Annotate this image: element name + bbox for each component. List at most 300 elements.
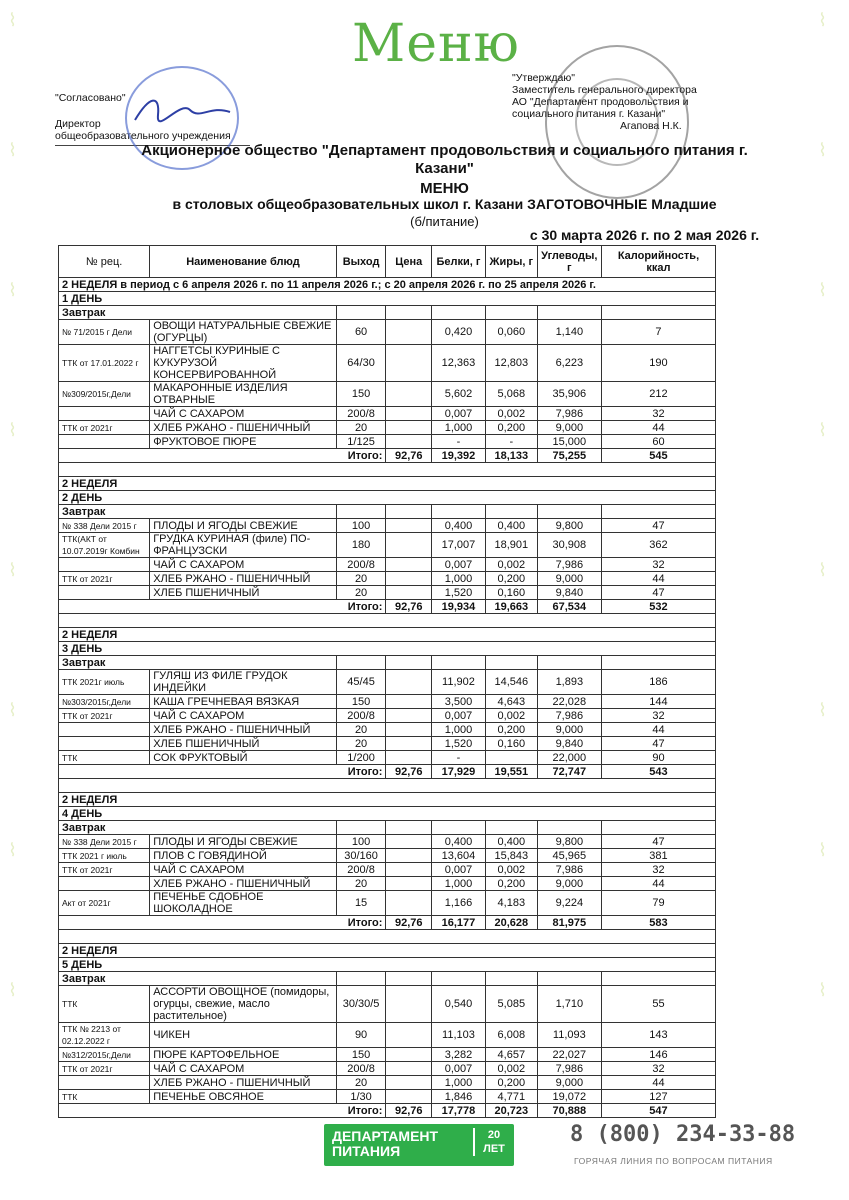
dish-row [59, 1023, 716, 1048]
hotline-caption: ГОРЯЧАЯ ЛИНИЯ ПО ВОПРОСАМ ПИТАНИЯ [574, 1156, 773, 1166]
dish-price [386, 877, 432, 891]
dish-carbs: 9,840 [537, 737, 601, 751]
dish-carbs: 30,908 [537, 533, 601, 558]
dish-carbs: 9,000 [537, 572, 601, 586]
header-name: Наименование блюд [150, 246, 337, 278]
dish-fat: 0,160 [485, 737, 537, 751]
signature-left [130, 90, 240, 130]
dish-yield: 20 [336, 572, 386, 586]
dish-price [386, 533, 432, 558]
dish-rec: ТТК 2021 г июль [59, 849, 150, 863]
dish-carbs: 7,986 [537, 558, 601, 572]
dish-row [59, 670, 716, 695]
week-label: 2 НЕДЕЛЯ [59, 793, 716, 807]
dish-protein: 0,007 [432, 558, 486, 572]
dish-price [386, 519, 432, 533]
week-row [59, 793, 716, 807]
dish-yield: 1/125 [336, 435, 386, 449]
dish-rec: ТТК [59, 986, 150, 1023]
dish-kcal: 60 [601, 435, 715, 449]
dish-price [386, 558, 432, 572]
dish-rec: ТТК 2021г июль [59, 670, 150, 695]
dish-name: ЧИКЕН [150, 1023, 337, 1048]
meal-empty-cell [485, 505, 537, 519]
dish-name: КАША ГРЕЧНЕВАЯ ВЯЗКАЯ [150, 695, 337, 709]
dish-rec: ТТК от 2021г [59, 709, 150, 723]
dish-fat: 0,400 [485, 835, 537, 849]
dish-price [386, 320, 432, 345]
meal-empty-cell [386, 656, 432, 670]
meal-label: Завтрак [59, 821, 337, 835]
day-row [59, 491, 716, 505]
header-fat: Жиры, г [485, 246, 537, 278]
dish-kcal: 44 [601, 421, 715, 435]
meal-row [59, 656, 716, 670]
dish-price [386, 723, 432, 737]
total-fat: 19,663 [485, 600, 537, 614]
dish-carbs: 22,000 [537, 751, 601, 765]
dish-kcal: 44 [601, 877, 715, 891]
meal-empty-cell [601, 821, 715, 835]
dish-protein: 0,007 [432, 863, 486, 877]
dish-name: ХЛЕБ РЖАНО - ПШЕНИЧНЫЙ [150, 723, 337, 737]
dish-rec: ТТК от 2021г [59, 1062, 150, 1076]
total-price: 92,76 [386, 1104, 432, 1118]
dish-kcal: 32 [601, 1062, 715, 1076]
meal-empty-cell [485, 972, 537, 986]
dish-name: ЧАЙ С САХАРОМ [150, 709, 337, 723]
dish-carbs: 35,906 [537, 382, 601, 407]
dish-name: МАКАРОННЫЕ ИЗДЕЛИЯ ОТВАРНЫЕ [150, 382, 337, 407]
dish-price [386, 586, 432, 600]
dish-name: ОВОЩИ НАТУРАЛЬНЫЕ СВЕЖИЕ (ОГУРЦЫ) [150, 320, 337, 345]
dish-fat: 0,002 [485, 709, 537, 723]
approved-left-line2: общеобразовательного учреждения [55, 130, 231, 142]
dish-protein: 0,007 [432, 407, 486, 421]
total-kcal: 532 [601, 600, 715, 614]
header-price: Цена [386, 246, 432, 278]
dish-name: ЧАЙ С САХАРОМ [150, 407, 337, 421]
dish-yield: 150 [336, 1048, 386, 1062]
table-header-row [59, 246, 716, 278]
total-protein: 17,778 [432, 1104, 486, 1118]
dish-rec: ТТК от 2021г [59, 421, 150, 435]
dish-rec [59, 723, 150, 737]
dish-rec [59, 1076, 150, 1090]
dish-fat [485, 751, 537, 765]
header-yield: Выход [336, 246, 386, 278]
total-row [59, 449, 716, 463]
total-carbs: 67,534 [537, 600, 601, 614]
dish-price [386, 421, 432, 435]
dish-yield: 180 [336, 533, 386, 558]
meal-empty-cell [537, 821, 601, 835]
dish-protein: 0,420 [432, 320, 486, 345]
dish-protein: 5,602 [432, 382, 486, 407]
dish-yield: 20 [336, 421, 386, 435]
hotline-phone: 8 (800) 234-33-88 [570, 1122, 796, 1147]
dish-row [59, 519, 716, 533]
total-fat: 20,628 [485, 916, 537, 930]
dish-kcal: 381 [601, 849, 715, 863]
day-label: 1 ДЕНЬ [59, 292, 716, 306]
dish-fat: 0,002 [485, 407, 537, 421]
meal-empty-cell [336, 505, 386, 519]
dish-row [59, 695, 716, 709]
dish-carbs: 22,028 [537, 695, 601, 709]
dish-name: ПЕЧЕНЬЕ СДОБНОЕ ШОКОЛАДНОЕ [150, 891, 337, 916]
dish-yield: 100 [336, 519, 386, 533]
title-line4: в столовых общеобразовательных школ г. Казани ЗАГОТОВОЧНЫЕ Младшие [172, 196, 717, 212]
title-line1: Акционерное общество "Департамент продовольствия и социального питания г. [141, 142, 748, 159]
dish-rec: ТТК от 2021г [59, 863, 150, 877]
dish-name: ХЛЕБ РЖАНО - ПШЕНИЧНЫЙ [150, 421, 337, 435]
dish-kcal: 7 [601, 320, 715, 345]
dish-rec [59, 407, 150, 421]
dish-carbs: 1,893 [537, 670, 601, 695]
dish-protein: 1,520 [432, 586, 486, 600]
dish-row [59, 723, 716, 737]
header-protein: Белки, г [432, 246, 486, 278]
dish-yield: 20 [336, 586, 386, 600]
dish-carbs: 9,000 [537, 421, 601, 435]
dish-price [386, 407, 432, 421]
meal-label: Завтрак [59, 505, 337, 519]
dish-price [386, 382, 432, 407]
dish-fat: 0,060 [485, 320, 537, 345]
dish-carbs: 9,800 [537, 835, 601, 849]
dish-fat: 0,400 [485, 519, 537, 533]
dish-protein: 0,540 [432, 986, 486, 1023]
dish-carbs: 45,965 [537, 849, 601, 863]
dish-price [386, 1076, 432, 1090]
dish-carbs: 6,223 [537, 345, 601, 382]
total-carbs: 75,255 [537, 449, 601, 463]
dish-rec: ТТК [59, 1090, 150, 1104]
approved-right-line2: Заместитель генерального директора [512, 84, 697, 96]
dish-yield: 20 [336, 877, 386, 891]
dish-kcal: 146 [601, 1048, 715, 1062]
week-row [59, 477, 716, 491]
meal-empty-cell [336, 306, 386, 320]
approved-right-line3: АО "Департамент продовольствия и [512, 96, 689, 108]
dish-fat: 14,546 [485, 670, 537, 695]
dish-fat: 0,002 [485, 558, 537, 572]
dish-price [386, 863, 432, 877]
dish-row [59, 382, 716, 407]
meal-empty-cell [386, 972, 432, 986]
meal-empty-cell [432, 306, 486, 320]
dish-carbs: 22,027 [537, 1048, 601, 1062]
total-row [59, 916, 716, 930]
week-row [59, 944, 716, 958]
week-label: 2 НЕДЕЛЯ [59, 628, 716, 642]
title-line5: (б/питание) [410, 214, 479, 229]
dish-yield: 150 [336, 382, 386, 407]
day-row [59, 292, 716, 306]
meal-empty-cell [485, 821, 537, 835]
dish-carbs: 9,800 [537, 519, 601, 533]
day-label: 5 ДЕНЬ [59, 958, 716, 972]
dish-protein: 17,007 [432, 533, 486, 558]
dish-row [59, 421, 716, 435]
dish-yield: 20 [336, 737, 386, 751]
dish-rec [59, 435, 150, 449]
week-label: 2 НЕДЕЛЯ [59, 477, 716, 491]
dish-protein: 1,000 [432, 572, 486, 586]
dish-fat: - [485, 435, 537, 449]
approved-left-line1: Директор [55, 118, 101, 130]
week-label: 2 НЕДЕЛЯ [59, 944, 716, 958]
spacer-cell [59, 614, 716, 628]
dish-yield: 15 [336, 891, 386, 916]
dish-carbs: 7,986 [537, 1062, 601, 1076]
dish-yield: 150 [336, 695, 386, 709]
dish-row [59, 1090, 716, 1104]
dish-rec [59, 586, 150, 600]
dish-price [386, 345, 432, 382]
dish-price [386, 695, 432, 709]
total-row [59, 765, 716, 779]
dish-kcal: 127 [601, 1090, 715, 1104]
meal-row [59, 306, 716, 320]
dish-rec: ТТК № 2213 от 02.12.2022 г [59, 1023, 150, 1048]
dish-fat: 12,803 [485, 345, 537, 382]
spacer-cell [59, 779, 716, 793]
meal-row [59, 972, 716, 986]
dish-kcal: 32 [601, 863, 715, 877]
total-kcal: 547 [601, 1104, 715, 1118]
week-banner: 2 НЕДЕЛЯ в период с 6 апреля 2026 г. по 11 апреля 2026 г.; с 20 апреля 2026 г. по 25 апреля 2026 г. [59, 278, 716, 292]
logo-age: 20 ЛЕТ [473, 1128, 508, 1156]
dish-row [59, 863, 716, 877]
section-spacer [59, 930, 716, 944]
dish-carbs: 1,710 [537, 986, 601, 1023]
dish-carbs: 7,986 [537, 407, 601, 421]
dish-row [59, 533, 716, 558]
dish-rec [59, 737, 150, 751]
dish-kcal: 190 [601, 345, 715, 382]
total-kcal: 545 [601, 449, 715, 463]
dish-kcal: 32 [601, 407, 715, 421]
meal-empty-cell [386, 306, 432, 320]
meal-label: Завтрак [59, 306, 337, 320]
spacer-cell [59, 930, 716, 944]
dish-protein: 1,000 [432, 723, 486, 737]
dish-name: ХЛЕБ ПШЕНИЧНЫЙ [150, 737, 337, 751]
dish-price [386, 1062, 432, 1076]
dish-kcal: 212 [601, 382, 715, 407]
dish-rec: № 71/2015 г Дели [59, 320, 150, 345]
meal-empty-cell [601, 656, 715, 670]
dish-protein: - [432, 751, 486, 765]
dish-fat: 4,183 [485, 891, 537, 916]
meal-empty-cell [432, 821, 486, 835]
dish-rec: №309/2015г,Дели [59, 382, 150, 407]
dish-carbs: 11,093 [537, 1023, 601, 1048]
dish-yield: 200/8 [336, 863, 386, 877]
dish-fat: 0,002 [485, 863, 537, 877]
dish-fat: 15,843 [485, 849, 537, 863]
dish-yield: 200/8 [336, 558, 386, 572]
dish-row [59, 849, 716, 863]
dish-rec [59, 877, 150, 891]
dish-carbs: 19,072 [537, 1090, 601, 1104]
dish-fat: 4,657 [485, 1048, 537, 1062]
day-label: 3 ДЕНЬ [59, 642, 716, 656]
dish-protein: 0,007 [432, 1062, 486, 1076]
dish-row [59, 1048, 716, 1062]
dish-row [59, 407, 716, 421]
dish-rec: ТТК [59, 751, 150, 765]
meal-empty-cell [336, 656, 386, 670]
watermark-left: ⌇ ⌇ ⌇ ⌇ ⌇ ⌇ ⌇ ⌇ [8, 10, 17, 1001]
menu-table [58, 245, 716, 1118]
dish-price [386, 1090, 432, 1104]
dish-carbs: 7,986 [537, 863, 601, 877]
dish-yield: 1/200 [336, 751, 386, 765]
dish-price [386, 849, 432, 863]
total-label: Итого: [59, 916, 386, 930]
dish-fat: 0,200 [485, 1076, 537, 1090]
title-period: с 30 марта 2026 г. по 2 мая 2026 г. [529, 227, 760, 243]
dish-name: ФРУКТОВОЕ ПЮРЕ [150, 435, 337, 449]
dish-name: ПЛОДЫ И ЯГОДЫ СВЕЖИЕ [150, 519, 337, 533]
dish-carbs: 9,840 [537, 586, 601, 600]
dish-carbs: 9,000 [537, 877, 601, 891]
total-label: Итого: [59, 600, 386, 614]
dish-carbs: 1,140 [537, 320, 601, 345]
dish-fat: 0,200 [485, 421, 537, 435]
section-spacer [59, 779, 716, 793]
dish-carbs: 15,000 [537, 435, 601, 449]
total-kcal: 583 [601, 916, 715, 930]
dish-kcal: 90 [601, 751, 715, 765]
dish-name: ПЕЧЕНЬЕ ОВСЯНОЕ [150, 1090, 337, 1104]
dish-yield: 90 [336, 1023, 386, 1048]
dish-name: ЧАЙ С САХАРОМ [150, 1062, 337, 1076]
meal-empty-cell [601, 972, 715, 986]
total-label: Итого: [59, 765, 386, 779]
dish-yield: 20 [336, 723, 386, 737]
meal-empty-cell [537, 306, 601, 320]
dish-kcal: 143 [601, 1023, 715, 1048]
total-label: Итого: [59, 1104, 386, 1118]
meal-empty-cell [601, 306, 715, 320]
meal-row [59, 505, 716, 519]
total-label: Итого: [59, 449, 386, 463]
total-kcal: 543 [601, 765, 715, 779]
total-row [59, 600, 716, 614]
logo-line2: ПИТАНИЯ [332, 1143, 401, 1159]
meal-label: Завтрак [59, 656, 337, 670]
dish-kcal: 32 [601, 709, 715, 723]
dish-rec: № 338 Дели 2015 г [59, 835, 150, 849]
dish-protein: 0,007 [432, 709, 486, 723]
dish-price [386, 751, 432, 765]
dish-name: ХЛЕБ РЖАНО - ПШЕНИЧНЫЙ [150, 572, 337, 586]
dish-row [59, 835, 716, 849]
dish-rec: № 338 Дели 2015 г [59, 519, 150, 533]
dish-protein: 0,400 [432, 835, 486, 849]
dish-fat: 4,771 [485, 1090, 537, 1104]
dish-kcal: 47 [601, 835, 715, 849]
day-row [59, 642, 716, 656]
total-price: 92,76 [386, 765, 432, 779]
total-fat: 18,133 [485, 449, 537, 463]
dish-protein: 1,166 [432, 891, 486, 916]
dish-kcal: 55 [601, 986, 715, 1023]
dish-yield: 30/160 [336, 849, 386, 863]
dish-name: ГРУДКА КУРИНАЯ (филе) ПО-ФРАНЦУЗСКИ [150, 533, 337, 558]
dish-rec: №303/2015г,Дели [59, 695, 150, 709]
watermark-right: ⌇ ⌇ ⌇ ⌇ ⌇ ⌇ ⌇ ⌇ [818, 10, 827, 1001]
dish-kcal: 362 [601, 533, 715, 558]
dish-row [59, 751, 716, 765]
meal-empty-cell [537, 972, 601, 986]
dish-fat: 0,002 [485, 1062, 537, 1076]
dish-fat: 18,901 [485, 533, 537, 558]
total-fat: 20,723 [485, 1104, 537, 1118]
spacer-cell [59, 463, 716, 477]
dish-row [59, 709, 716, 723]
dish-protein: 1,846 [432, 1090, 486, 1104]
dish-yield: 20 [336, 1076, 386, 1090]
dish-protein: 1,000 [432, 1076, 486, 1090]
dish-kcal: 47 [601, 586, 715, 600]
dish-kcal: 44 [601, 572, 715, 586]
dish-row [59, 986, 716, 1023]
dish-yield: 45/45 [336, 670, 386, 695]
dish-name: ХЛЕБ РЖАНО - ПШЕНИЧНЫЙ [150, 877, 337, 891]
dish-name: СОК ФРУКТОВЫЙ [150, 751, 337, 765]
dish-name: ПЛОДЫ И ЯГОДЫ СВЕЖИЕ [150, 835, 337, 849]
total-price: 92,76 [386, 449, 432, 463]
total-price: 92,76 [386, 916, 432, 930]
dish-protein: - [432, 435, 486, 449]
dish-fat: 6,008 [485, 1023, 537, 1048]
meal-empty-cell [432, 505, 486, 519]
dish-yield: 1/30 [336, 1090, 386, 1104]
dish-protein: 1,000 [432, 877, 486, 891]
dish-price [386, 986, 432, 1023]
dish-protein: 1,520 [432, 737, 486, 751]
total-price: 92,76 [386, 600, 432, 614]
dish-yield: 200/8 [336, 709, 386, 723]
dish-row [59, 1062, 716, 1076]
dish-fat: 0,200 [485, 572, 537, 586]
dish-carbs: 9,000 [537, 723, 601, 737]
dish-kcal: 79 [601, 891, 715, 916]
total-row [59, 1104, 716, 1118]
dish-protein: 11,103 [432, 1023, 486, 1048]
dish-row [59, 877, 716, 891]
dish-yield: 200/8 [336, 1062, 386, 1076]
dish-kcal: 144 [601, 695, 715, 709]
dish-fat: 0,160 [485, 586, 537, 600]
dish-fat: 0,200 [485, 723, 537, 737]
dish-price [386, 709, 432, 723]
dish-fat: 0,200 [485, 877, 537, 891]
dish-price [386, 670, 432, 695]
meal-empty-cell [485, 306, 537, 320]
dish-row [59, 345, 716, 382]
total-protein: 19,392 [432, 449, 486, 463]
day-label: 4 ДЕНЬ [59, 807, 716, 821]
dish-protein: 13,604 [432, 849, 486, 863]
dish-row [59, 558, 716, 572]
dish-price [386, 835, 432, 849]
